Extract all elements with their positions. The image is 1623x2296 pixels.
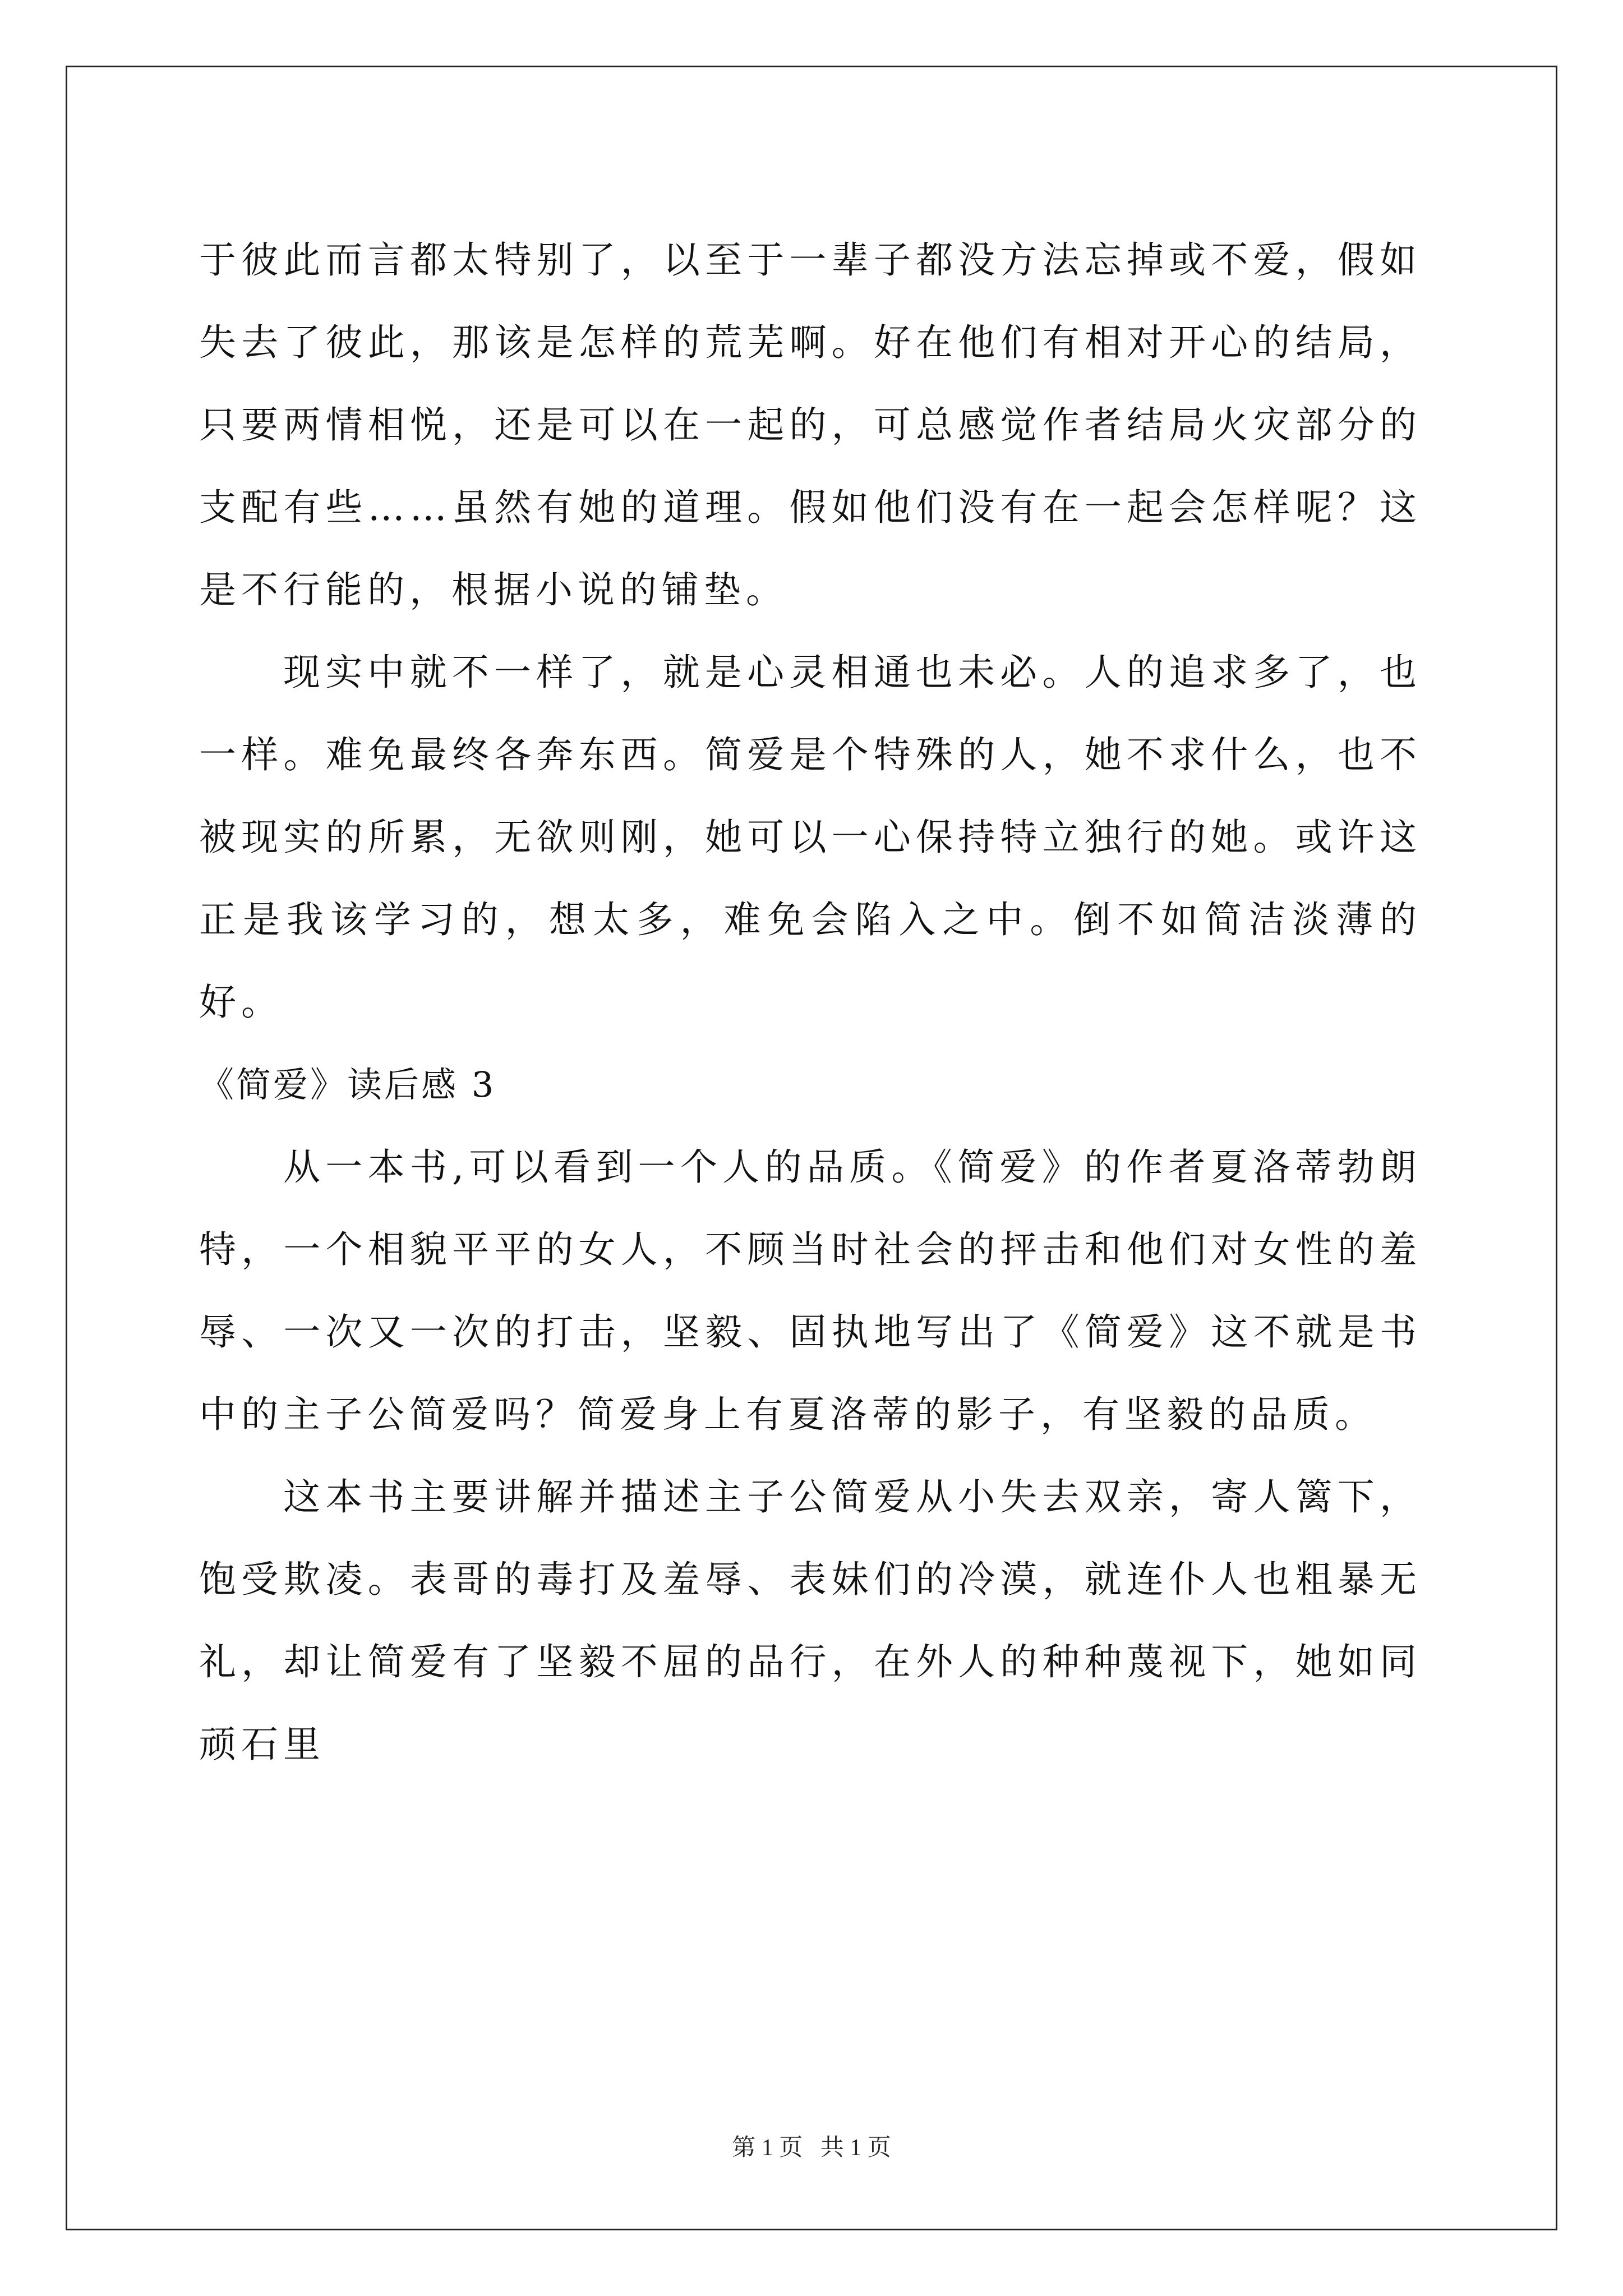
section-heading: 《简爱》读后感 3: [199, 1064, 496, 1105]
paragraph-3: 从一本书,可以看到一个人的品质。《简爱》的作者夏洛蒂勃朗特，一个相貌平平的女人，不顾当时社会的抨击和他们对女性的羞辱、一次又一次的打击，坚毅、固执地写出了《简爱》这不就是书中的主子公简爱吗？简爱身上有夏洛蒂的影子，有坚毅的品质。: [199, 1145, 1422, 1436]
paragraph-1: 于彼此而言都太特别了，以至于一辈子都没方法忘掉或不爱，假如失去了彼此，那该是怎样的荒芜啊。好在他们有相对开心的结局，只要两情相悦，还是可以在一起的，可总感觉作者结局火灾部分的支配有些……虽然有她的道理。假如他们没有在一起会怎样呢？这是不行能的，根据小说的铺垫。: [199, 238, 1422, 611]
document-body: [199, 219, 1422, 1786]
paragraph-2: 现实中就不一样了，就是心灵相通也未必。人的追求多了，也一样。难免最终各奔东西。简爱是个特殊的人，她不求什么，也不被现实的所累，无欲则刚，她可以一心保持特立独行的她。或许这正是我该学习的，想太多，难免会陷入之中。倒不如简洁淡薄的好。: [199, 651, 1422, 1024]
paragraph-4: 这本书主要讲解并描述主子公简爱从小失去双亲，寄人篱下，饱受欺凌。表哥的毒打及羞辱、表妹们的冷漠，就连仆人也粗暴无礼，却让简爱有了坚毅不屈的品行，在外人的种种蔑视下，她如同顽石里: [199, 1475, 1422, 1766]
page-number-footer: 第 1 页 共 1 页: [732, 2135, 891, 2161]
